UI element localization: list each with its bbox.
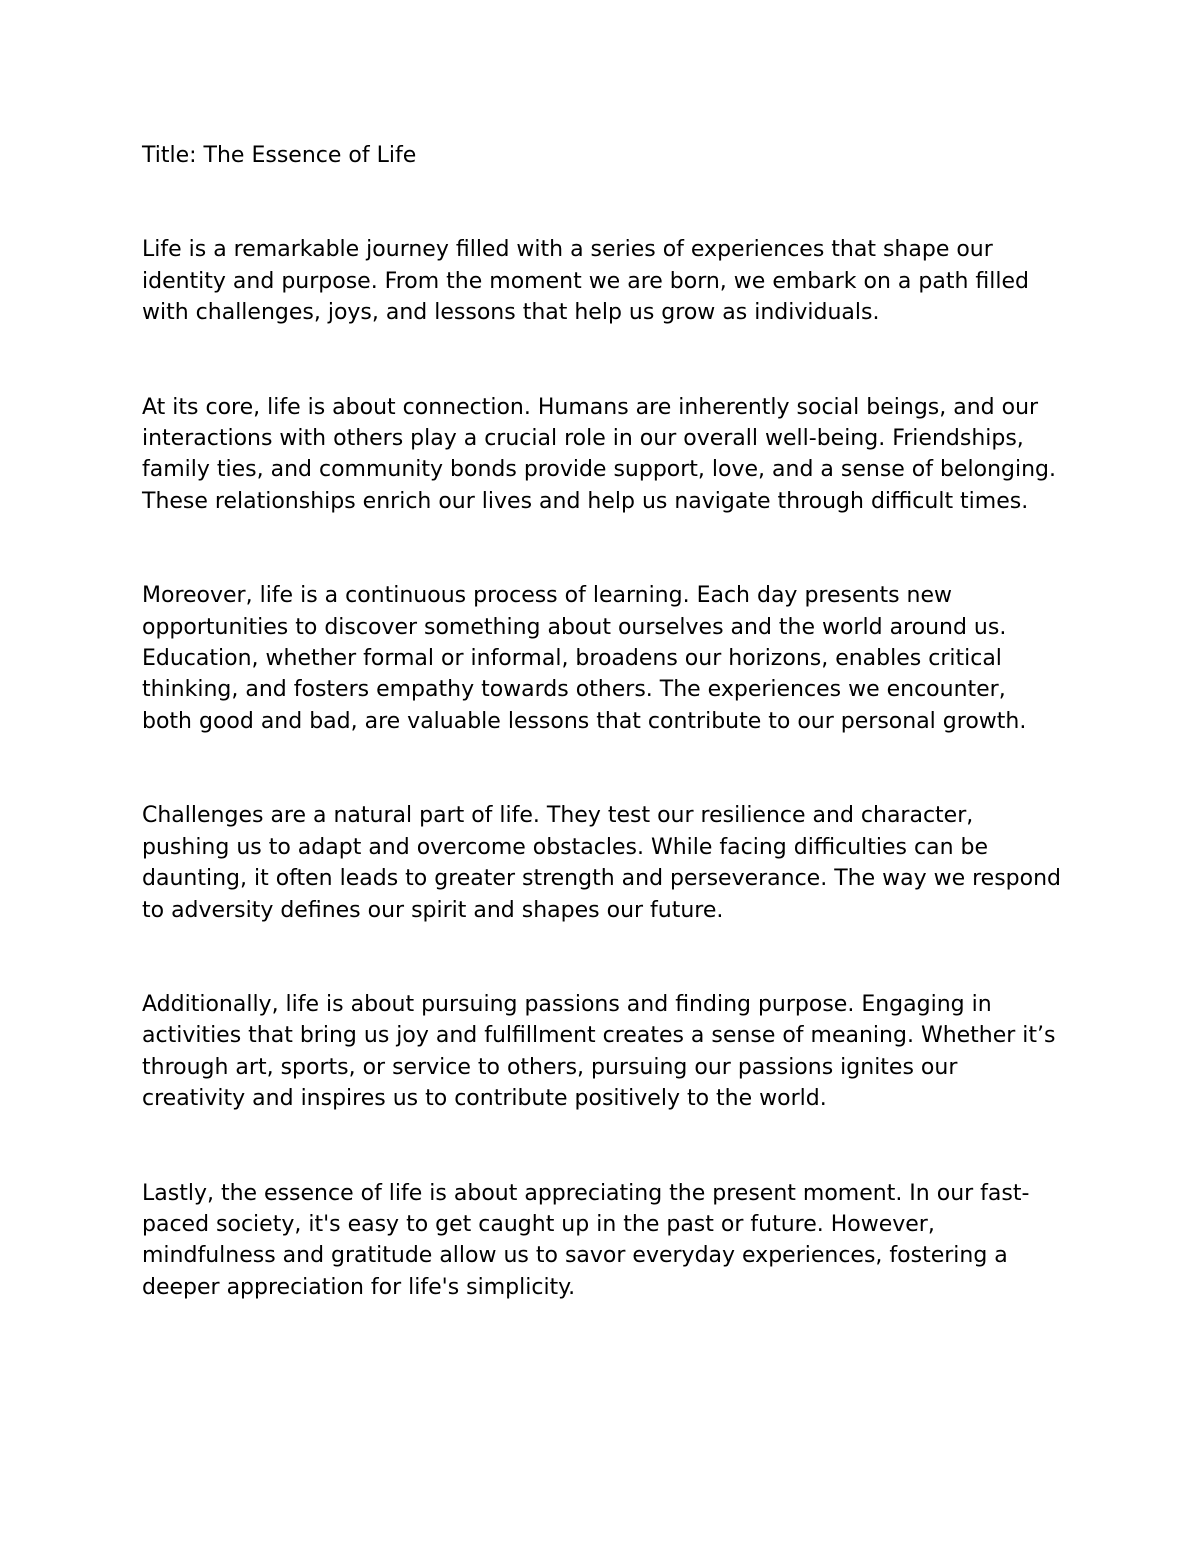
paragraph-challenges: Challenges are a natural part of life. They test our resilience and character, pushing us to adapt and overcome obstacles. While facing difficulties can be daunting, it often leads to greater strength and perseverance. The way we respond to adversity defines our spirit and shapes our future.	[142, 803, 1062, 923]
paragraph-learning: Moreover, life is a continuous process of learning. Each day presents new opportunities to discover something about ourselves and the world around us. Education, whether formal or informal, broadens our horizons, enables critical thinking, and fosters empathy towards others. The experiences we encounter, both good and bad, are valuable lessons that contribute to our personal growth.	[142, 583, 1027, 734]
paragraph-passions: Additionally, life is about pursuing passions and finding purpose. Engaging in activities that bring us joy and fulfillment creates a sense of meaning. Whether it’s through art, sports, or service to others, pursuing our passions ignites our creativity and inspires us to contribute positively to the world.	[142, 991, 1056, 1112]
paragraph-present-moment: Lastly, the essence of life is about appreciating the present moment. In our fast-paced society, it's easy to get caught up in the past or future. However, mindfulness and gratitude allow us to savor everyday experiences, fostering a deeper appreciation for life's simplicity.	[142, 1180, 1030, 1300]
paragraph-connection: At its core, life is about connection. Humans are inherently social beings, and our interactions with others play a crucial role in our overall well-being. Friendships, family ties, and community bonds provide support, love, and a sense of belonging. These relationships enrich our lives and help us navigate through difficult times.	[142, 394, 1056, 514]
document-title: Title: The Essence of Life	[142, 143, 417, 168]
document-body	[142, 140, 1062, 1303]
paragraph-intro: Life is a remarkable journey filled with a series of experiences that shape our identity and purpose. From the moment we are born, we embark on a path filled with challenges, joys, and lessons that help us grow as individuals.	[142, 237, 1029, 326]
